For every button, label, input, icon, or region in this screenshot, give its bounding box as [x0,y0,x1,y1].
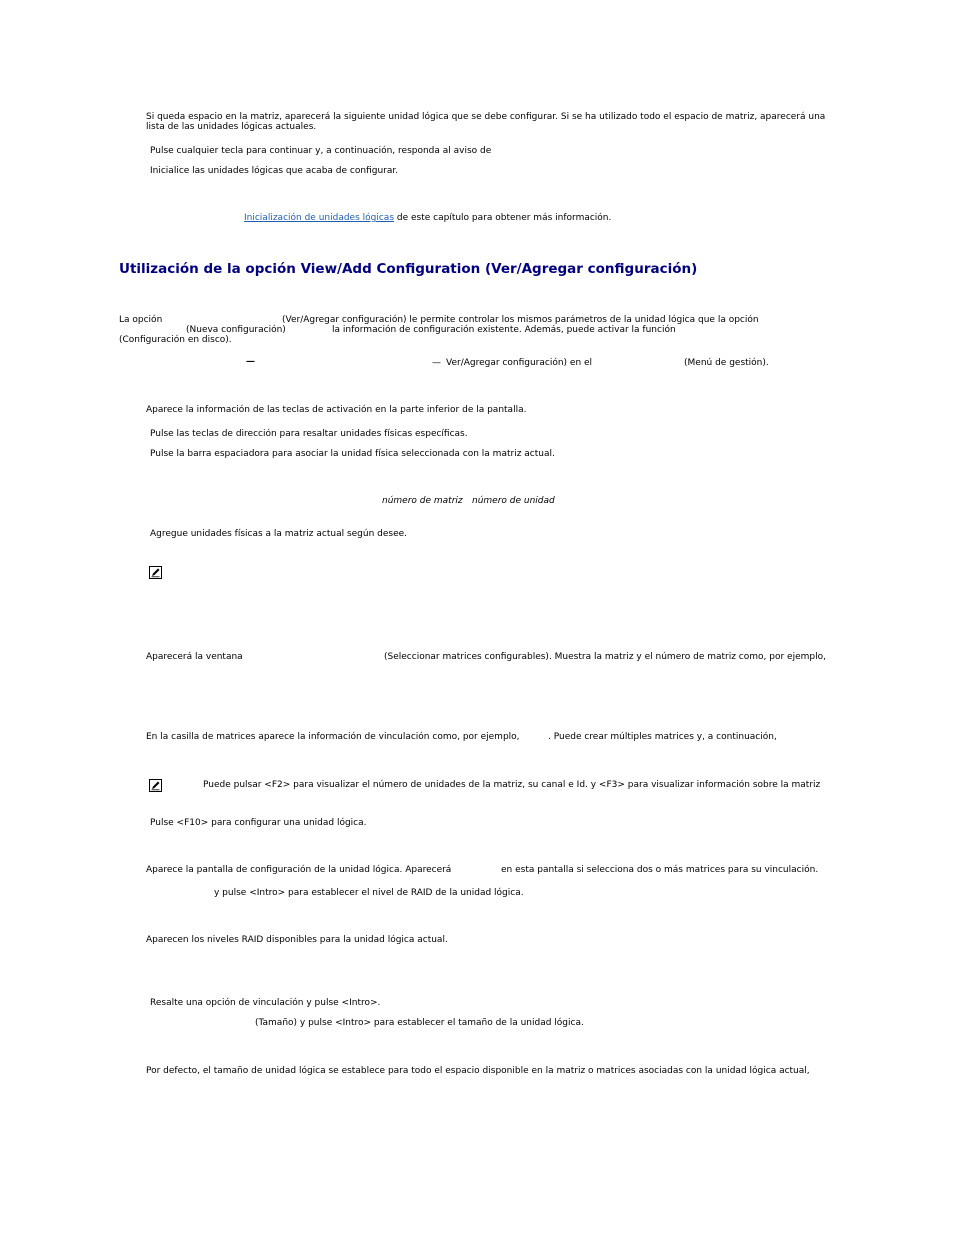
intro-config-on-disk: (Configuración en disco). [119,335,232,345]
step-arrow-keys: Pulse las teclas de dirección para resaltar unidades físicas específicas. [150,429,468,439]
step-size: (Tamaño) y pulse <Intro> para establecer el tamaño de la unidad lógica. [255,1018,584,1028]
menu-view-add-text: Ver/Agregar configuración) en el [446,358,593,368]
step-add-drives: Agregue unidades físicas a la matriz actual según desee. [150,529,408,539]
menu-dash-1: — [246,357,255,367]
span-info-rest: . Puede crear múltiples matrices y, a continuación, [548,732,777,742]
link-initialize-logical-drives[interactable]: Inicialización de unidades lógicas [244,213,395,223]
step-initialize: Inicialice las unidades lógicas que acaba de configurar. [150,166,399,176]
unit-number-label: número de unidad [472,496,555,506]
paragraph-remaining-space-line1: Si queda espacio en la matriz, aparecerá la siguiente unidad lógica que se debe configurar. Si se ha utilizado todo el espacio de matriz, aparecerá una [146,112,826,122]
select-window-rest: (Seleccionar matrices configurables). Muestra la matriz y el número de matriz como, por ejemplo, [384,652,826,662]
paragraph-remaining-space-line2: lista de las unidades lógicas actuales. [146,122,317,132]
select-window-intro: Aparecerá la ventana [146,652,243,662]
note-pencil-icon [149,566,162,579]
hotkeys-info: Aparece la información de las teclas de activación en la parte inferior de la pantalla. [146,405,527,415]
default-size-info: Por defecto, el tamaño de unidad lógica se establece para todo el espacio disponible en la matriz o matrices asociadas con la unidad lógica actual, [146,1066,810,1076]
span-info-intro: En la casilla de matrices aparece la información de vinculación como, por ejemplo, [146,732,520,742]
note-f2-f3: Puede pulsar <F2> para visualizar el número de unidades de la matriz, su canal e Id. y <F3> para visualizar información sobre la matriz [203,780,821,790]
note-pencil-icon [149,779,162,792]
config-screen-rest: en esta pantalla si selecciona dos o más matrices para su vinculación. [501,865,819,875]
intro-line1-rest: (Ver/Agregar configuración) le permite controlar los mismos parámetros de la unidad lógica que la opción [282,315,759,325]
raid-levels-info: Aparecen los niveles RAID disponibles para la unidad lógica actual. [146,935,448,945]
array-number-label: número de matriz [382,496,463,506]
menu-management-text: (Menú de gestión). [684,358,769,368]
step-f10: Pulse <F10> para configurar una unidad lógica. [150,818,367,828]
intro-la-opcion: La opción [119,315,163,325]
see-section-sentence [244,213,611,224]
step-space-bar: Pulse la barra espaciadora para asociar la unidad física seleccionada con la matriz actual. [150,449,555,459]
see-section-rest: de este capítulo para obtener más información. [394,213,612,223]
step-span-option: Resalte una opción de vinculación y pulse <Intro>. [150,998,381,1008]
step-continue: Pulse cualquier tecla para continuar y, a continuación, responda al aviso de [150,146,492,156]
menu-dash-2: — [432,358,441,368]
intro-new-config: (Nueva configuración) [186,325,286,335]
config-screen-intro: Aparece la pantalla de configuración de la unidad lógica. Aparecerá [146,865,452,875]
intro-line2-rest: la información de configuración existente. Además, puede activar la función [332,325,676,335]
step-raid-level: y pulse <Intro> para establecer el nivel de RAID de la unidad lógica. [214,888,524,898]
section-heading: Utilización de la opción View/Add Configuration (Ver/Agregar configuración) [119,261,698,277]
